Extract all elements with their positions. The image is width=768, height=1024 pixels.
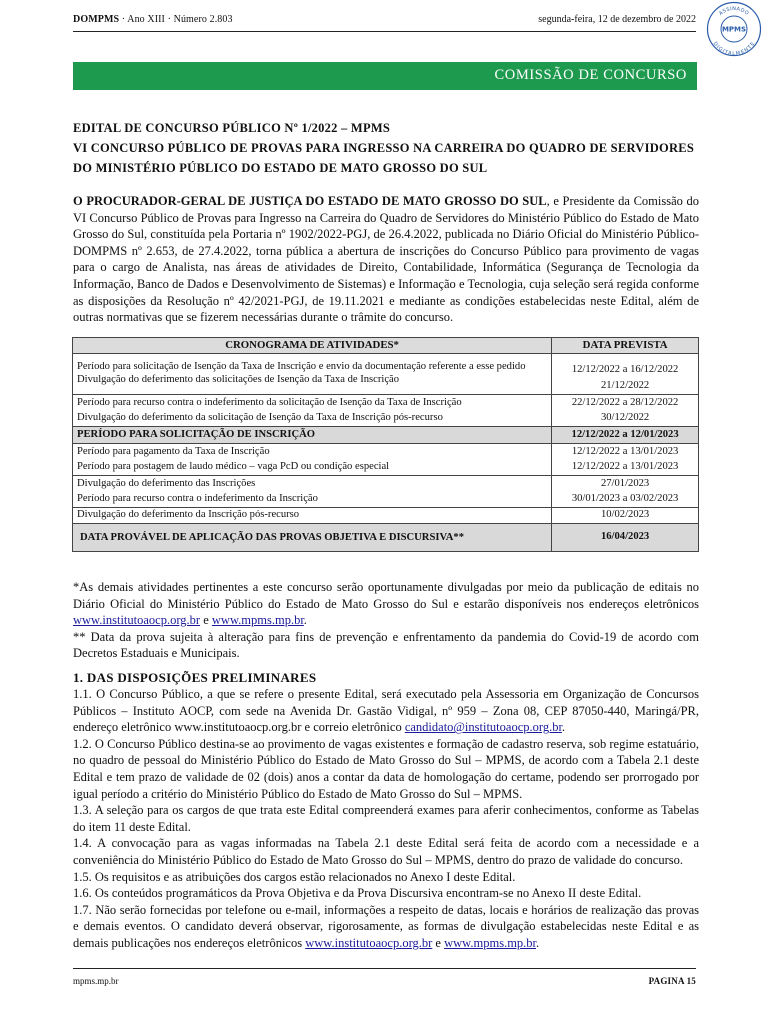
section-title-bar: [73, 62, 697, 90]
schedule-notes: [73, 579, 699, 662]
intro-paragraph: [73, 193, 699, 326]
date-cell: 16/04/2023: [552, 524, 699, 552]
activity-cell: Período para postagem de laudo médico – vaga PcD ou condição especial: [77, 460, 390, 472]
table-row: [73, 354, 699, 395]
activity-cell: Divulgação do deferimento das solicitações de Isenção da Taxa de Inscrição: [77, 374, 400, 385]
footer-site: mpms.mp.br: [73, 976, 119, 986]
table-row-highlight: [73, 524, 699, 552]
institutoaocp-link[interactable]: www.institutoaocp.org.br: [73, 613, 201, 628]
note-1-end: .: [303, 613, 307, 628]
table-header-activities: CRONOGRAMA DE ATIVIDADES*: [73, 338, 552, 354]
activity-cell: Período para recurso contra o indeferimento da solicitação de Isenção da Taxa de Inscrição: [77, 397, 462, 408]
seal-top-text: ASSINADO: [718, 5, 750, 17]
item-1-6: 1.6. Os conteúdos programáticos da Prova Objetiva e da Prova Discursiva encontram-se no Anexo II deste Edital.: [73, 886, 642, 901]
publication-date: segunda-feira, 12 de dezembro de 2022: [538, 14, 696, 25]
table-header-date: DATA PREVISTA: [552, 338, 699, 354]
item-1-7-text: 1.7. Não serão fornecidas por telefone ou e-mail, informações a respeito de datas, locais e horários de realização das provas e demais eventos. O candidato deverá observar, rigorosamente, as formas de divulgação estabelecidas neste Edital e as demais publicações nos endereços eletrônicos: [73, 902, 699, 950]
date-cell: 22/12/2022 a 28/12/2022: [571, 397, 679, 408]
table-row: [73, 444, 699, 476]
activity-cell: Período para solicitação de Isenção da Taxa de Inscrição e envio da documentação referente a esse pedido: [77, 361, 526, 372]
date-cell: 30/12/2022: [600, 411, 650, 423]
item-1-1-end: .: [561, 720, 566, 735]
note-1-text: *As demais atividades pertinentes a este concurso serão oportunamente divulgadas por meio da publicação de editais no Diário Oficial do Ministério Público do Estado de Mato Grosso do Sul e estarão disponíveis nos endereços eletrônicos: [73, 580, 699, 611]
activity-cell: Período para recurso contra o indeferimento da Inscrição: [77, 492, 318, 504]
table-row: [73, 476, 699, 508]
date-cell: 12/12/2022 a 13/01/2023: [571, 446, 679, 457]
edital-title-line-3: DO MINISTÉRIO PÚBLICO DO ESTADO DE MATO GROSSO DO SUL: [73, 161, 488, 175]
publication-header: DOMPMS · Ano XIII · Número 2.803: [73, 14, 233, 25]
seal-center-text: MPMS: [721, 25, 747, 34]
schedule-table: [72, 337, 699, 552]
date-cell: 27/01/2023: [600, 478, 650, 489]
item-1-7: [73, 902, 699, 952]
edital-title: [73, 118, 699, 178]
digital-signature-seal-icon: [706, 1, 762, 57]
date-cell: 10/02/2023: [552, 508, 699, 524]
email-link[interactable]: candidato@institutoaocp.org.br: [404, 720, 562, 735]
intro-body: , e Presidente da Comissão do VI Concurso Público de Provas para Ingresso na Carreira do Quadro de Servidores do Ministério Público do Estado de Mato Grosso do Sul, constituída pela Portaria nº 1902/2022-PGJ, de 26.4.2022, publicada no Diário Oficial do Ministério Público-DOMPMS nº 2.653, de 27.4.2022, torna pública a abertura de inscrições do Concurso Público para provimento de vagas para o cargo de Analista, nas áreas de atividades de Direito, Contabilidade, Informática (Segurança de Tecnologia da Informação, Banco de Dados e Desenvolvimento de Sistemas) e Informação e Tecnologia, cuja seleção será regida conforme as disposições da Resolução nº 42/2021-PGJ, de 19.11.2021 e mediante as condições estabelecidas neste Edital, além de outras normativas que se fizerem necessárias durante o trâmite do concurso.: [73, 194, 699, 325]
mpms-link[interactable]: www.mpms.mp.br: [211, 613, 304, 628]
item-1-2: 1.2. O Concurso Público destina-se ao provimento de vagas existentes e formação de cadastro reserva, sob regime estatuário, no quadro de pessoal do Ministério Público do Estado de Mato Grosso do Sul – MPMS, de acordo com a Tabela 2.1 deste Edital e tem prazo de validade de 02 (dois) anos a contar da data de homologação do certame, podendo ser prorrogado por igual período a critério do Ministério Público do Estado de Mato Grosso do Sul – MPMS.: [73, 736, 699, 801]
activity-cell: PERÍODO PARA SOLICITAÇÃO DE INSCRIÇÃO: [73, 427, 552, 444]
date-cell: 12/12/2022 a 16/12/2022: [571, 364, 679, 375]
table-row-highlight: [73, 427, 699, 444]
table-row: [73, 395, 699, 427]
edital-title-line-2: VI CONCURSO PÚBLICO DE PROVAS PARA INGRESSO NA CARREIRA DO QUADRO DE SERVIDORES: [73, 141, 695, 155]
item-1-1: [73, 686, 699, 736]
date-cell: 30/01/2023 a 03/02/2023: [571, 492, 679, 504]
section-title: COMISSÃO DE CONCURSO: [494, 67, 687, 83]
activity-cell: Período para pagamento da Taxa de Inscrição: [77, 446, 270, 457]
date-cell: 12/12/2022 a 12/01/2023: [552, 427, 699, 444]
item-1-3: 1.3. A seleção para os cargos de que trata este Edital compreenderá exames para aferir conhecimentos, conforme as Tabelas do item 11 deste Edital.: [73, 803, 699, 834]
edital-title-line-1: EDITAL DE CONCURSO PÚBLICO Nº 1/2022 – MPMS: [73, 121, 391, 135]
note-2: ** Data da prova sujeita à alteração para fins de prevenção e enfrentamento da pandemia do Covid-19 de acordo com Decretos Estaduais e Municipais.: [73, 629, 699, 661]
seal-bottom-text: DIGITALMENTE: [711, 40, 757, 57]
mpms-link[interactable]: www.mpms.mp.br: [444, 935, 537, 950]
section-1-heading: 1. DAS DISPOSIÇÕES PRELIMINARES: [73, 670, 317, 685]
issue-year: Ano XIII: [127, 14, 165, 25]
note-1-conjunction: e: [200, 613, 212, 628]
item-1-1-text: 1.1. O Concurso Público, a que se refere o presente Edital, será executado pela Assessoria em Organização de Concursos Públicos – Instituto AOCP, com sede na Avenida Dr. Gastão Vidigal, nº 959 – Zona 08, CEP 87050-440, Maringá/PR, endereço eletrônico www.institutoaocp.org.br e correio eletrônico: [73, 687, 699, 735]
date-cell: 12/12/2022 a 13/01/2023: [571, 460, 679, 472]
item-1-5: 1.5. Os requisitos e as atribuições dos cargos estão relacionados no Anexo I deste Edital.: [73, 869, 516, 884]
footer-divider: [73, 968, 696, 969]
item-1-7-end: .: [536, 935, 540, 950]
activity-cell: Divulgação do deferimento da solicitação de Isenção da Taxa de Inscrição pós-recurso: [77, 411, 443, 423]
institutoaocp-link[interactable]: www.institutoaocp.org.br: [305, 935, 433, 950]
item-1-4: 1.4. A convocação para as vagas informadas na Tabela 2.1 deste Edital será feita de acordo com a necessidade e a conveniência do Ministério Público do Estado de Mato Grosso do Sul – MPMS, dentro do prazo de validade do concurso.: [73, 836, 699, 867]
issue-number: Número 2.803: [173, 14, 233, 25]
date-cell: 21/12/2022: [600, 380, 650, 391]
publication-name: DOMPMS: [73, 14, 120, 25]
page-number: PAGINA 15: [648, 976, 696, 986]
intro-bold-lead: O PROCURADOR-GERAL DE JUSTIÇA DO ESTADO DE MATO GROSSO DO SUL: [73, 194, 547, 208]
item-1-7-conjunction: e: [432, 935, 445, 950]
table-header-row: [73, 338, 699, 354]
activity-cell: DATA PROVÁVEL DE APLICAÇÃO DAS PROVAS OBJETIVA E DISCURSIVA**: [73, 524, 552, 552]
activity-cell: Divulgação do deferimento das Inscrições: [77, 478, 256, 489]
section-1-body: [73, 686, 699, 952]
header-divider: [73, 31, 696, 32]
note-1: [73, 579, 699, 629]
activity-cell: Divulgação do deferimento da Inscrição pós-recurso: [73, 508, 552, 524]
table-row: [73, 508, 699, 524]
